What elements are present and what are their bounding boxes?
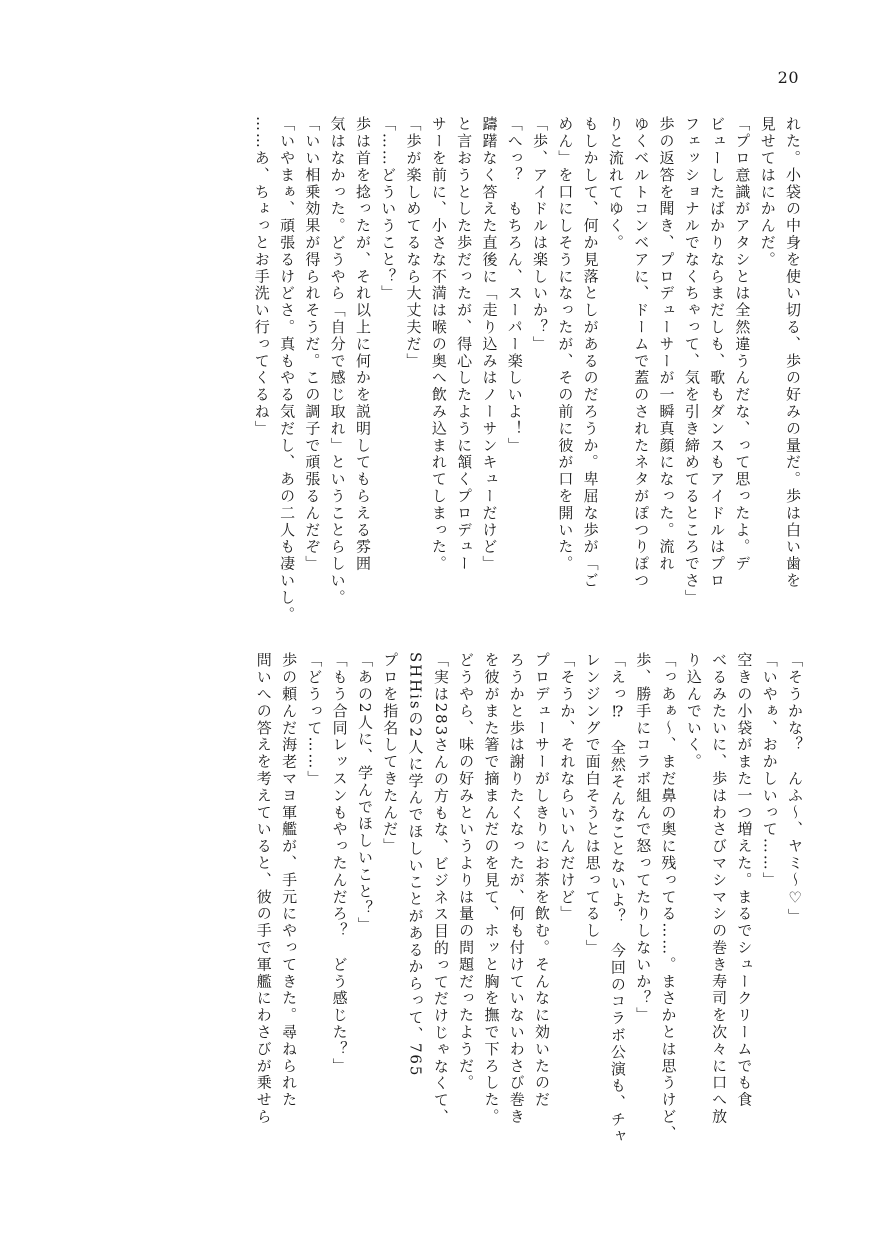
text-line: 「そうか、それならいいんだけど」 <box>558 652 577 923</box>
text-line: 「へっ？ もちろん、スーパー楽しいよ！」 <box>505 116 524 454</box>
text-line: りと流れてゆく。 <box>606 116 625 252</box>
text-line: 「歩が楽しめてるなら大丈夫だ」 <box>404 116 423 370</box>
text-line: 「……どういうこと？」 <box>379 116 398 302</box>
page-number: 20 <box>777 68 799 87</box>
text-line: 歩の返答を聞き、プロデューサーが一瞬真顔になった。流れ <box>657 116 676 573</box>
text-line: ビューしたばかりならまだしも、歌もダンスもアイドルはプロ <box>708 116 727 590</box>
text-line: ……あ、ちょっとお手洗い行ってくるね」 <box>252 116 271 438</box>
text-line: 「いやまぁ、頑張るけどさ。真もやる気だし、あの二人も凄いし。 <box>278 116 297 623</box>
text-line: ろうかと歩は謝りたくなったが、何も付けていないわさび巻き <box>507 652 526 1126</box>
text-line: 「いい相乗効果が得られそうだ。この調子で頑張るんだぞ」 <box>303 116 322 573</box>
text-line: めん」を口にしそうになったが、その前に彼が口を開いた。 <box>556 116 575 573</box>
text-line: レンジングで面白そうとは思ってるし」 <box>583 652 602 957</box>
text-block-bottom <box>250 652 807 1146</box>
text-line: と言おうとした歩だったが、得心したように頷くプロデュー <box>455 116 474 573</box>
text-line: SHHisの2人に学んでほしいことがあるからって、765 <box>406 652 425 1078</box>
text-line: ゆくベルトコンベアに、ドームで蓋のされたネタがぽつりぽつ <box>632 116 651 590</box>
text-line: 空きの小袋がまた一つ増えた。まるでシュークリームでも食 <box>735 652 754 1109</box>
text-line: べるみたいに、歩はわさびマシマシの巻き寿司を次々に口へ放 <box>710 652 729 1126</box>
text-line: 気はなかった。どうやら「自分で感じ取れ」ということらしい。 <box>328 116 347 607</box>
text-line: を彼がまた箸で摘まんだのを見て、ホッと胸を撫で下ろした。 <box>482 652 501 1126</box>
text-line: フェッショナルでなくちゃって、気を引き締めてるところでさ」 <box>682 116 701 607</box>
text-line: り込んでいく。 <box>684 652 703 771</box>
text-line: 「どうって……」 <box>305 652 324 788</box>
text-line: 歩は首を捻ったが、それ以上に何かを説明してもらえる雰囲 <box>353 116 372 573</box>
text-line: 「あの2人に、学んでほしいこと？」 <box>355 652 374 934</box>
text-line: サーを前に、小さな不満は喉の奥へ飲み込まれてしまった。 <box>429 116 448 573</box>
text-line: どうやら、味の好みというよりは量の問題だったようだ。 <box>457 652 476 1092</box>
text-line: 「えっ⁉ 全然そんなことないよ？ 今回のコラボ公演も、チャ <box>608 652 627 1146</box>
text-line: もしかして、何か見落としがあるのだろうか。卑屈な歩が「ご <box>581 116 600 590</box>
text-line: 「実は283さんの方もな、ビジネス目的ってだけじゃなくて、 <box>431 652 450 1126</box>
text-line: 歩、勝手にコラボ組んで怒ってたりしないか？」 <box>634 652 653 1024</box>
text-line: 躊躇なく答えた直後に「走り込みはノーサンキューだけど」 <box>480 116 499 573</box>
text-line: 「プロ意識がアタシとは全然違うんだな、って思ったよ。デ <box>733 116 752 573</box>
text-line: れた。小袋の中身を使い切る、歩の好みの量だ。歩は白い歯を <box>784 116 802 590</box>
text-line: プロを指名してきたんだ」 <box>381 652 400 855</box>
text-line: 歩の頼んだ海老マヨ軍艦が、手元にやってきた。尋ねられた <box>280 652 299 1109</box>
text-line: 問いへの答えを考えていると、彼の手で軍艦にわさびが乗せら <box>254 652 273 1126</box>
text-block-top <box>248 116 805 623</box>
text-line: 「もう合同レッスンもやったんだろ？ どう感じた？」 <box>330 652 349 1075</box>
text-line: 「っあぁ〜、まだ鼻の奥に残ってる……。まさかとは思うけど、 <box>659 652 678 1143</box>
text-line: 見せてはにかんだ。 <box>758 116 777 269</box>
text-line: 「歩、アイドルは楽しいか？」 <box>531 116 550 353</box>
text-line: プロデューサーがしきりにお茶を飲む。そんなに効いたのだ <box>533 652 552 1109</box>
text-line: 「いやぁ、おかしいって……」 <box>760 652 779 889</box>
text-line: 「そうかな？ んふ〜、ヤミ〜♡」 <box>786 652 804 926</box>
